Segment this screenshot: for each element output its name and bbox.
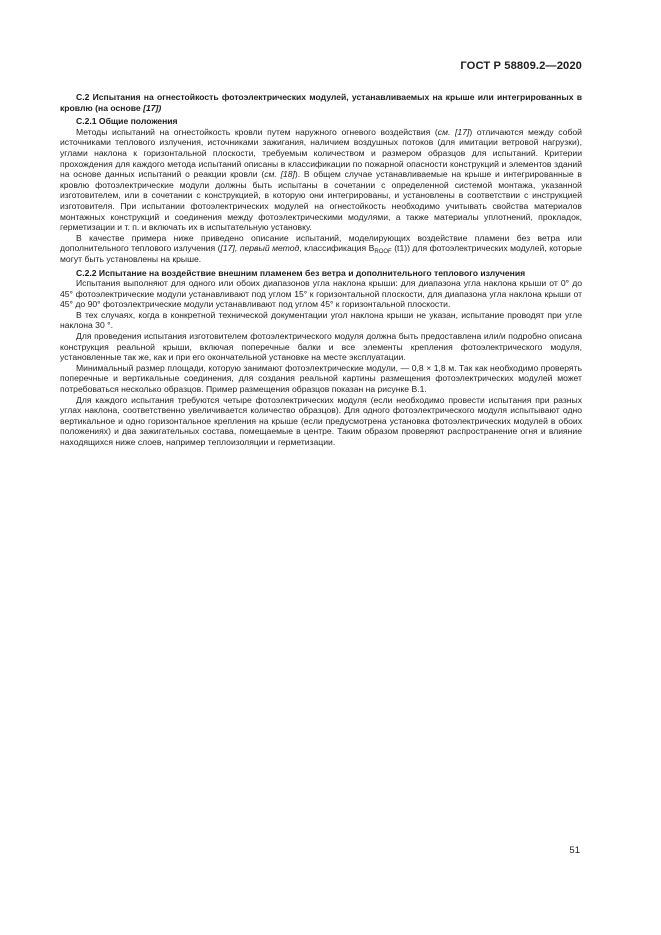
paragraph-c22-5: Для каждого испытания требуются четыре фотоэлектрических модуля (если необходимо провести испытания при разных углах наклона, соответственно увеличивается количество образцов). Для одного фотоэлектрического модуля испытывают одно вертикальное и одно горизонтальное крепления на крыше (если предусмотрена установка фотоэлектрических модулей в обоих положениях) и два зажигательных состава, помещаемые в центре. Таким образом проверяют распространение огня и влияние находящихся ниже слоев, например теплоизоляции и герметизации. (60, 394, 582, 447)
subscript: ROOF (374, 249, 392, 256)
document-body (60, 92, 582, 448)
paragraph-c21-1: Методы испытаний на огнестойкость кровли путем наружного огневого воздействия (см. [17]) отличаются между собой источниками теплового излучения, источниками зажигания, наличием воздушных потоков (для имитации ветровой нагрузки), углами наклона к горизонтальной плоскости, требуемым количеством и размером образцов для испытаний. Критерии прохождения для каждого метода испытаний описаны в классификации по пожарной опасности конструкций и элементов зданий на основе данных испытаний о реакции кровли (см. [18]). В общем случае устанавливаемые на крыше и интегрированные в кровлю фотоэлектрические модули должны быть испытаны в сочетании с определенной системой монтажа, указанной изготовителем, или в сочетании с конструкцией, в которую они интегрированы, и установлены в соответствии с инструкцией изготовителя. При испытании фотоэлектрических модулей на огнестойкость необходимо учитывать свойства материалов монтажных конструкций и соединения между фотоэлектрическими модулями, а также материалы уплотнений, прокладок, герметизации и т. п. и включать их в испытательную установку. (60, 126, 582, 233)
subsection-heading-c22: C.2.2 Испытание на воздействие внешним пламенем без ветра и дополнительного теплового излучения (76, 267, 526, 278)
section-heading-c2 (60, 92, 582, 113)
document-id-header: ГОСТ Р 58809.2—2020 (460, 60, 582, 72)
citation: [17], первый метод (220, 243, 300, 254)
paragraph-c22-2: В тех случаях, когда в конкретной технической документации угол наклона крыши не указан, испытание проводят при угле наклона 30 °. (60, 309, 582, 331)
citation: см. [18] (264, 169, 295, 180)
subsection-heading-c21: C.2.1 Общие положения (76, 116, 178, 127)
paragraph-c22-4: Минимальный размер площади, которую занимают фотоэлектрические модули, — 0,8 × 1,8 м. Так как необходимо проверять поперечные и вертикальные соединения, для создания реальной картины размещения фотоэлектрических модулей может потребоваться несколько образцов. Пример размещения образцов показан на рисунке B.1. (60, 362, 582, 395)
section-heading-text: C.2 Испытания на огнестойкость фотоэлектрических модулей, устанавливаемых на крыше или интегрированных в кровлю (на основе (60, 92, 582, 113)
citation: см. [17] (437, 126, 470, 137)
paragraph-c21-2: В качестве примера ниже приведено описание испытаний, моделирующих воздействие пламени без ветра или дополнительного теплового излучения ([17], первый метод, классификация $B_{ROOF}$ (t1)) для фотоэлектрических модулей, которые могут быть установлены на крыше. (60, 232, 583, 264)
paragraph-c22-1: Испытания выполняют для одного или обоих диапазонов угла наклона крыши: для диапазона угла наклона крыши от 0° до 45° фотоэлектрические модули устанавливают под углом 15° к горизонтальной плоскости, для диапазона угла наклона крыши от 45° до 90° фотоэлектрические модули устанавливают под углом 45° к горизонтальной плоскости. (60, 278, 582, 310)
page-number: 51 (569, 845, 580, 856)
paragraph-c22-3: Для проведения испытания изготовителем фотоэлектрического модуля должна быть предоставлена или/и подробно описана конструкция реальной крыши, включая поперечные балки и все элементы крепления фотоэлектрического модуля, установленные так же, как и при его окончательной установке на месте эксплуатации. (60, 331, 582, 363)
section-heading-ref: [17]) (143, 102, 162, 113)
